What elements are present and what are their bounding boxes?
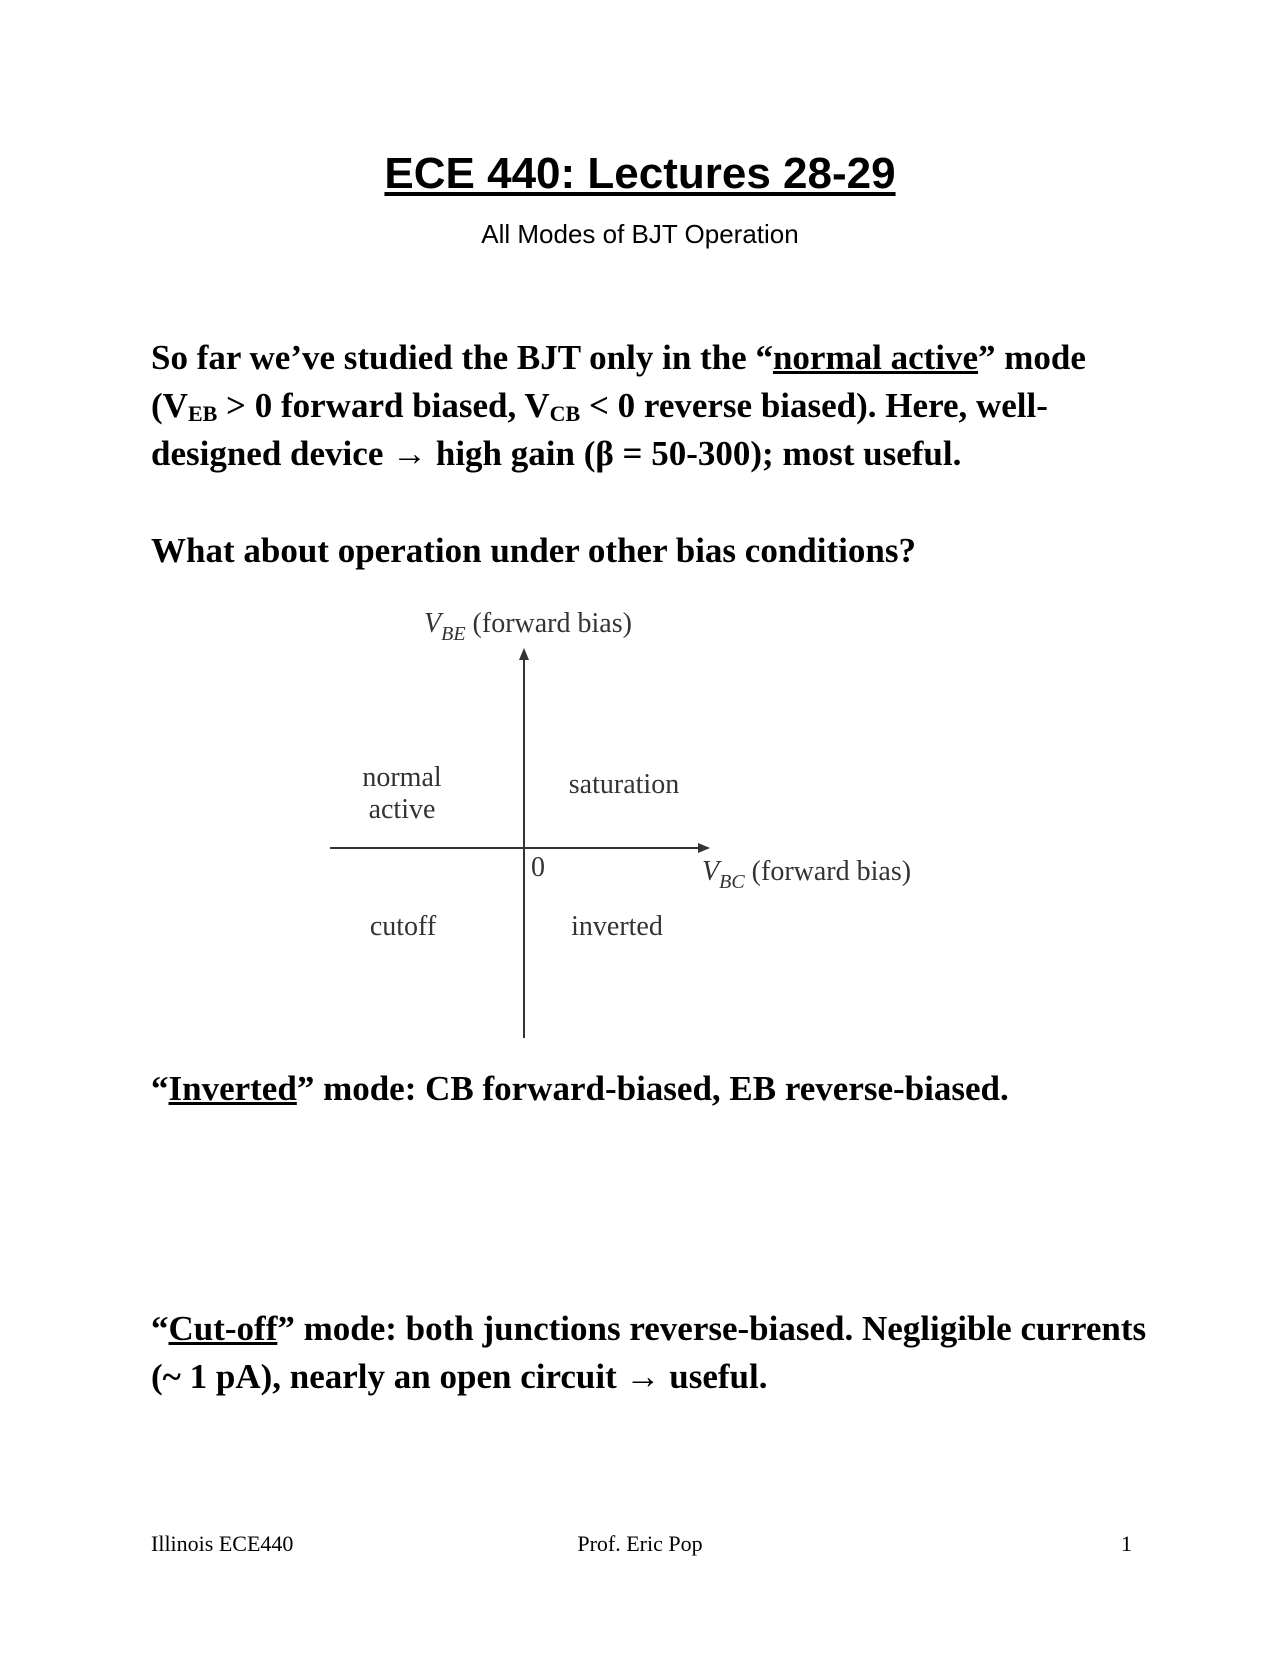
footer-author: Prof. Eric Pop [577,1531,703,1556]
origin-label: 0 [531,852,545,883]
veb-subscript: EB [187,401,218,426]
quadrant-saturation: saturation [568,769,680,800]
intro-text-7: < 0 reverse biased). Here, well-designed device → high gain (β = 50-300); most useful. [151,386,1048,473]
inverted-mode-paragraph [151,1065,1151,1113]
page-number: 1 [1121,1531,1132,1556]
inverted-description: ” mode: CB forward-biased, EB reverse-biased. [296,1069,1009,1108]
intro-text-5: > 0 forward biased, V [217,386,550,425]
page-title [0,148,1280,200]
footer-course: Illinois ECE440 [151,1531,294,1556]
vcb-subscript: CB [549,401,581,426]
quadrant-normal-active-line1: normal [362,762,442,793]
intro-text-1: So far we’ve studied the BJT only in the “ [151,338,773,377]
quadrant-cutoff: cutoff [369,911,437,942]
cutoff-description: ” mode: both junctions reverse-biased. Negligible currents (~ 1 pA), nearly an open circuit → useful. [151,1309,1147,1396]
intro-paragraph [151,334,1151,478]
inverted-open-quote: “ [151,1069,169,1108]
x-axis-label: $V_{BC}$ (forward bias) [702,856,912,893]
intro-text-3: ” mode (V [151,338,1086,425]
question-paragraph: What about operation under other bias conditions? [151,531,916,570]
cutoff-term: Cut-off [168,1309,278,1348]
y-axis-label: $V_{BE}$ (forward bias) [424,608,632,645]
quadrant-normal-active-line2: active [368,794,436,825]
inverted-term: Inverted [168,1069,297,1108]
bjt-modes-diagram-svg [330,608,950,1046]
page-subtitle: All Modes of BJT Operation [481,219,799,249]
bjt-modes-diagram [330,608,950,1046]
cutoff-open-quote: “ [151,1309,169,1348]
quadrant-inverted: inverted [571,911,663,942]
cutoff-mode-paragraph [151,1305,1151,1401]
page-title-text: ECE 440: Lectures 28-29 [384,149,896,198]
normal-active-term: normal active [772,338,979,377]
